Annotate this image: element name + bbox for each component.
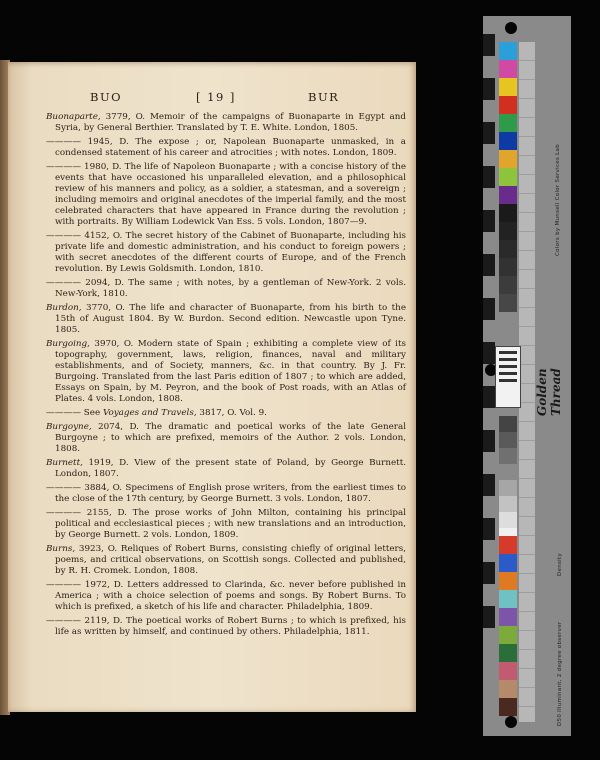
entry-heading: Burns, (46, 544, 76, 554)
ruler-scale (483, 34, 495, 644)
entry-heading: Burgoing, (46, 339, 90, 349)
entry-dash: ———— (46, 508, 87, 518)
catalog-entry (46, 458, 406, 480)
value-column (519, 42, 535, 722)
entry-dash: ———— (46, 278, 86, 288)
catalog-entry (46, 422, 406, 455)
color-swatch (499, 432, 517, 448)
entry-text: See (83, 408, 103, 418)
catalog-entry (46, 137, 406, 159)
catalog-entry (46, 508, 406, 541)
lower-swatch-column (499, 536, 517, 716)
color-swatch (499, 240, 517, 258)
catalog-entry (46, 544, 406, 577)
color-swatch (499, 96, 517, 114)
color-swatch (499, 554, 517, 572)
color-swatch (499, 448, 517, 464)
color-swatch (499, 608, 517, 626)
entry-text: 2074, D. The dramatic and poetical works of the late General Burgoyne ; to which are prefixed, memoirs of the Author. 2 vols. London, 1808. (55, 422, 406, 454)
color-swatch (499, 662, 517, 680)
color-swatch (499, 42, 517, 60)
color-swatch (499, 204, 517, 222)
color-swatch (499, 536, 517, 554)
entry-text: 3779, O. Memoir of the campaigns of Buonaparte in Egypt and Syria, by General Berthier. Translated by T. E. White. London, 1805. (55, 112, 406, 133)
density-label: Density (557, 552, 563, 576)
entry-text: 2155, D. The prose works of John Milton, containing his principal political and ecclesiastical pieces ; with new translations and an introduction, by George Burnett. 2 vols. London, 1809. (55, 508, 406, 540)
entry-dash: ———— (46, 162, 85, 172)
color-swatch (499, 150, 517, 168)
entry-heading: Burdon, (46, 303, 82, 313)
catalog-entry (46, 231, 406, 275)
color-swatch (499, 416, 517, 432)
target-label (495, 346, 521, 408)
entry-text: 2094, D. The same ; with notes, by a gentleman of New-York. 2 vols. New-York, 1810. (55, 278, 406, 299)
hole-top (505, 22, 517, 34)
catalog-entry (46, 408, 406, 419)
color-swatch (499, 78, 517, 96)
bottom-text: D50 Illuminant, 2 degree observer (557, 621, 563, 726)
page-header (8, 90, 416, 106)
color-swatch (499, 222, 517, 240)
entry-text: 1945, D. The expose ; or, Napolean Buonaparte unmasked, in a condensed statement of his career and atrocities ; with notes. London, 1809. (55, 137, 406, 158)
color-swatch (499, 276, 517, 294)
entry-text: 1972, D. Letters addressed to Clarinda, &c. never before published in America ; with a choice selection of poems and songs. By Robert Burns. To which is prefixed, a sketch of his life and character. Philadelphia, 1809. (55, 580, 406, 612)
entry-heading: Burnett, (46, 458, 83, 468)
hole-bottom (505, 716, 517, 728)
color-target (483, 16, 571, 736)
color-swatch (499, 680, 517, 698)
color-swatch (499, 132, 517, 150)
color-swatch (499, 60, 517, 78)
color-swatch (499, 698, 517, 716)
color-swatch (499, 496, 517, 512)
entry-heading: Buonaparte, (46, 112, 101, 122)
catalog-entries (46, 112, 406, 641)
entry-dash: ———— (46, 137, 88, 147)
header-left: BUO (90, 90, 123, 104)
book-page (8, 62, 416, 712)
entry-text: 3923, O. Reliques of Robert Burns, consisting chiefly of original letters, poems, and critical observations, on Scottish songs. Collected and published, by R. H. Cromek. London, 1808. (55, 544, 406, 576)
color-swatch (499, 572, 517, 590)
entry-text: 3970, O. Modern state of Spain ; exhibiting a complete view of its topography, government, laws, religion, finances, naval and military establishments, and of Society, manners, &c. in that country. By J. Fr. Burgoing. Translated from the last Paris edition of 1807 ; to which are added, Essays on Spain, by M. Peyron, and the book of Post roads, with an Atlas of Plates. 4 vols. London, 1808. (55, 339, 406, 404)
color-swatch (499, 294, 517, 312)
color-swatch (499, 114, 517, 132)
entry-tail: 3817, O. Vol. 9. (196, 408, 267, 418)
catalog-entry (46, 112, 406, 134)
entry-text: 3770, O. The life and character of Buonaparte, from his birth to the 15th of August 1804. By W. Burdon. Second edition. Newcastle upon Tyne. 1805. (55, 303, 406, 335)
entry-dash: ———— (46, 580, 85, 590)
entry-text: 1980, D. The life of Napoleon Buonaparte ; with a concise history of the events that have occasioned his unparalleled elevation, and a philosophical review of his manners and policy, as a soldier, a statesman, and a sovereign ; including memoirs and original anecdotes of the imperial family, and the most celebrated characters that have appeared in France during the revolution ; with portraits. By William Lodewick Van Ess. 5 vols. London, 1807—9. (55, 162, 406, 227)
entry-text: 1919, D. View of the present state of Poland, by George Burnett. London, 1807. (55, 458, 406, 479)
entry-dash: ———— (46, 483, 85, 493)
entry-text: 3884, O. Specimens of English prose writers, from the earliest times to the close of the 17th century, by George Burnett. 3 vols. London, 1807. (55, 483, 406, 504)
catalog-entry (46, 616, 406, 638)
entry-dash: ———— (46, 231, 85, 241)
entry-heading: Burgoyne, (46, 422, 92, 432)
page-number: [ 19 ] (196, 90, 236, 104)
catalog-entry (46, 339, 406, 405)
catalog-entry (46, 303, 406, 336)
entry-dash: ———— (46, 616, 85, 626)
color-swatch-column (499, 42, 517, 312)
catalog-entry (46, 483, 406, 505)
color-swatch (499, 644, 517, 662)
entry-italic: Voyages and Travels, (102, 408, 197, 418)
color-swatch (499, 590, 517, 608)
color-swatch (499, 464, 517, 480)
catalog-entry (46, 162, 406, 228)
color-swatch (499, 626, 517, 644)
color-swatch (499, 480, 517, 496)
header-right: BUR (308, 90, 340, 104)
catalog-entry (46, 580, 406, 613)
catalog-entry (46, 278, 406, 300)
color-swatch (499, 512, 517, 528)
entry-text: 2119, D. The poetical works of Robert Burns ; to which is prefixed, his life as written by himself, and continued by others. Philadelphia, 1811. (55, 616, 406, 637)
side-text: Colors by Munsell Color Services Lab (555, 143, 561, 256)
color-swatch (499, 258, 517, 276)
entry-text: 4152, O. The secret history of the Cabinet of Buonaparte, including his private life and domestic administration, and his conduct to foreign powers ; with secret anecdotes of the different courts of Europe, and of the French revolution. By Lewis Goldsmith. London, 1810. (55, 231, 406, 274)
entry-dash: ———— (46, 408, 84, 418)
golden-thread-logo: Golden Thread (535, 368, 563, 416)
color-swatch (499, 168, 517, 186)
color-swatch (499, 186, 517, 204)
